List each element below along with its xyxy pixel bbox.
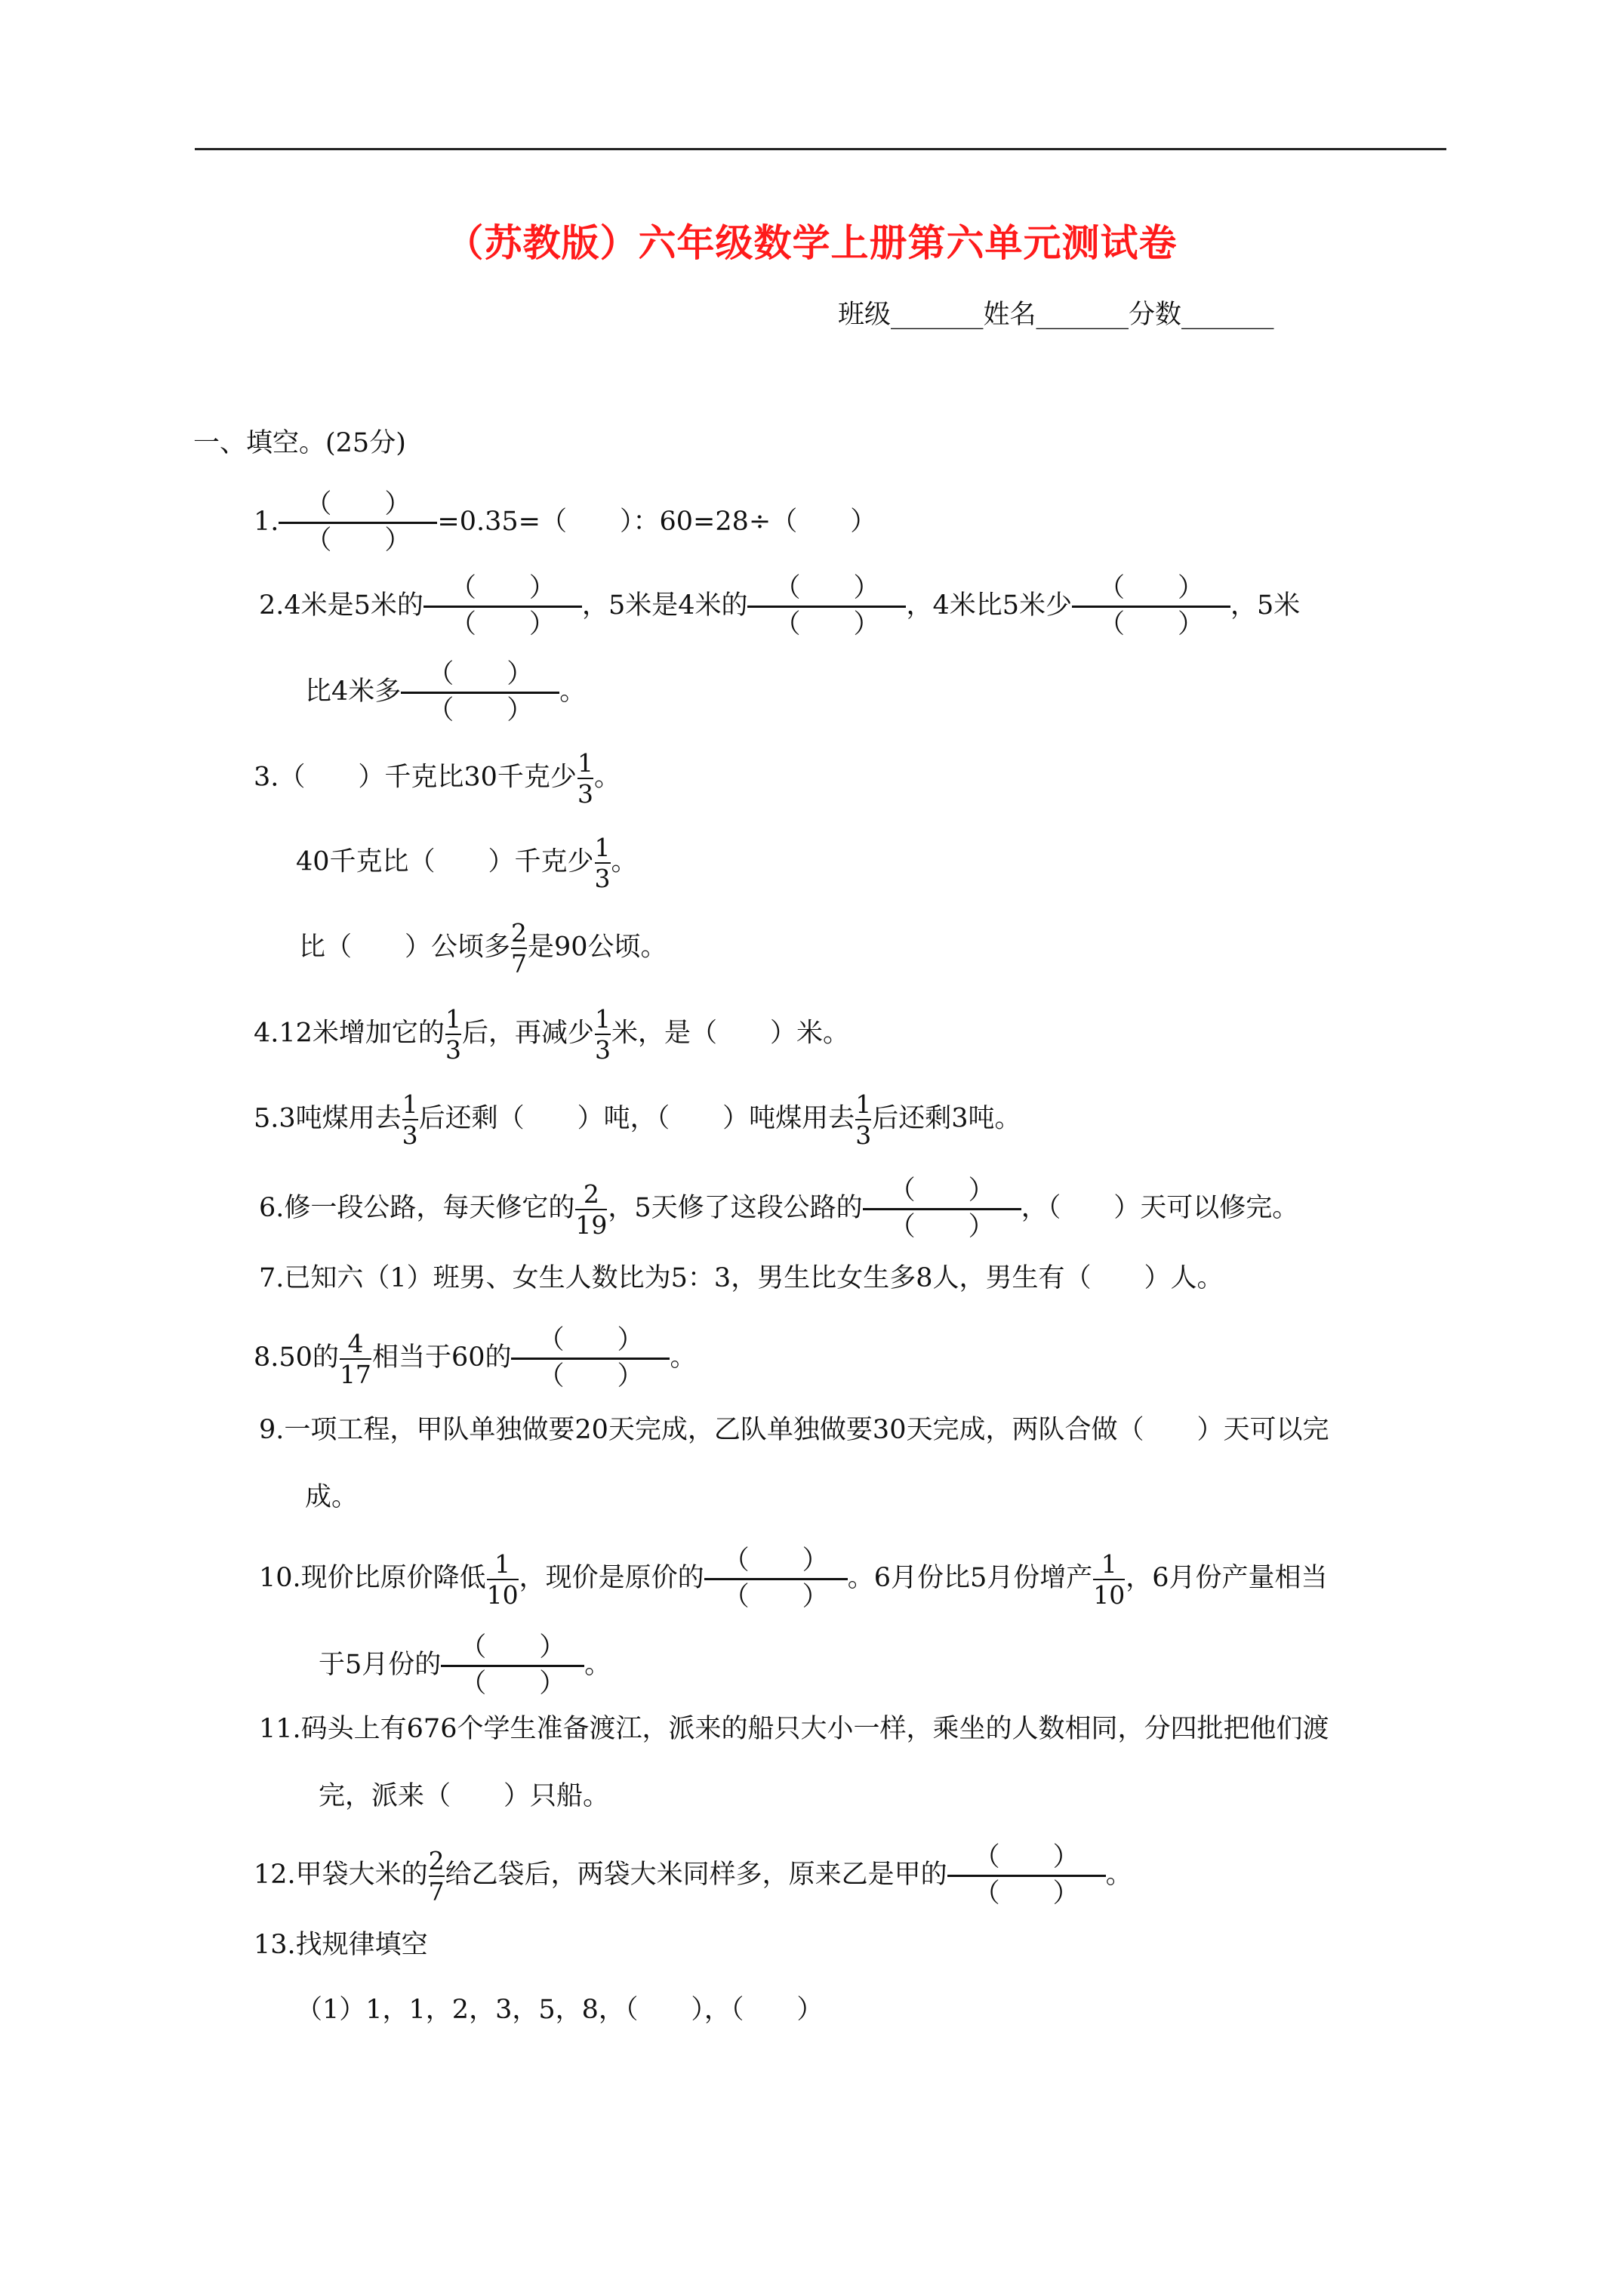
question-11: 11.码头上有676个学生准备渡江，派来的船只大小一样，乘坐的人数相同，分四批把他们渡 [259, 1714, 1329, 1744]
question-3-line-3: 比（ ）公顷多 $\frac{2}{7}$ 是90公顷。 [299, 918, 667, 978]
question-2: 2.4米是5米的 $\frac{( )}{( )}$ ，5米是4米的 $\frac{( )}{( )}$ ，4米比5米少 $\frac{( )}{( )}$ ，5米 [259, 573, 1301, 639]
question-10: 10.现价比原价降低 $\frac{1}{10}$ ，现价是原价的 $\frac{( )}{( )}$ 。6月份比5月份增产 $\frac{1}{10}$ ，6月份产量相当 [259, 1546, 1328, 1612]
fraction: $\frac{2}{7}$ [511, 918, 528, 978]
question-9-cont: 成。 [305, 1482, 359, 1512]
fraction: $\frac{1}{3}$ [445, 1004, 461, 1065]
blank-fraction: $\frac{( )}{( )}$ [401, 661, 559, 724]
blank-fraction: $\frac{( )}{( )}$ [704, 1548, 848, 1610]
question-3-line-2: 40千克比（ ）千克少 $\frac{1}{3}$ 。 [296, 833, 638, 893]
fraction: $\frac{1}{3}$ [594, 1004, 611, 1065]
question-6: 6.修一段公路，每天修它的 $\frac{2}{19}$ ，5天修了这段公路的 $\frac{( )}{( )}$ ，（ ）天可以修完。 [259, 1176, 1299, 1242]
blank-fraction: $\frac{( )}{( )}$ [747, 575, 906, 638]
fraction: $\frac{2}{7}$ [428, 1845, 445, 1906]
fraction: $\frac{1}{3}$ [402, 1089, 418, 1150]
section-heading: 一、填空。(25分) [193, 428, 406, 458]
question-1: 1. $\frac{( )}{( )}$ =0.35=（ ）：60=28÷（ ） [254, 489, 877, 556]
blank-fraction: $\frac{( )}{( )}$ [947, 1845, 1106, 1907]
question-10-cont: 于5月份的 $\frac{( )}{( )}$ 。 [319, 1632, 611, 1699]
question-8: 8.50的 $\frac{4}{17}$ 相当于60的 $\frac{( )}{( )}$ 。 [254, 1325, 697, 1391]
header-rule [195, 148, 1446, 150]
blank-fraction: $\frac{( )}{( )}$ [279, 492, 437, 554]
page-title: （苏教版）六年级数学上册第六单元测试卷 [445, 220, 1178, 265]
question-4: 4.12米增加它的 $\frac{1}{3}$ 后，再减少 $\frac{1}{3}$ 米，是（ ）米。 [254, 1004, 849, 1065]
question-9: 9.一项工程，甲队单独做要20天完成，乙队单独做要30天完成，两队合做（ ）天可以完 [259, 1415, 1329, 1445]
question-7: 7.已知六（1）班男、女生人数比为5：3，男生比女生多8人，男生有（ ）人。 [259, 1263, 1224, 1293]
question-2-cont: 比4米多 $\frac{( )}{( )}$ 。 [305, 659, 587, 726]
fraction: $\frac{1}{3}$ [594, 833, 611, 893]
fraction: $\frac{1}{10}$ [486, 1549, 519, 1610]
blank-fraction: $\frac{( )}{( )}$ [863, 1178, 1021, 1240]
fraction: $\frac{2}{19}$ [575, 1179, 608, 1240]
question-13: 13.找规律填空 [254, 1930, 428, 1960]
question-3-line-1: 3.（ ）千克比30千克少 $\frac{1}{3}$ 。 [254, 748, 621, 809]
question-12: 12.甲袋大米的 $\frac{2}{7}$ 给乙袋后，两袋大米同样多，原来乙是甲的 $\frac{( )}{( )}$ 。 [254, 1842, 1132, 1909]
blank-fraction: $\frac{( )}{( )}$ [1072, 575, 1230, 638]
fraction: $\frac{4}{17}$ [339, 1328, 371, 1389]
blank-fraction: $\frac{( )}{( )}$ [511, 1327, 670, 1390]
fraction: $\frac{1}{10}$ [1093, 1549, 1126, 1610]
blank-fraction: $\frac{( )}{( )}$ [423, 575, 582, 638]
question-11-cont: 完，派来（ ）只船。 [319, 1781, 610, 1811]
question-13-part-1: （1）1，1，2，3，5，8，（ ），（ ） [296, 1995, 824, 2025]
fraction: $\frac{1}{3}$ [855, 1089, 872, 1150]
fraction: $\frac{1}{3}$ [577, 748, 593, 809]
blank-fraction: $\frac{( )}{( )}$ [441, 1635, 584, 1697]
student-info-line: 班级_______姓名_______分数_______ [838, 300, 1274, 330]
question-5: 5.3吨煤用去 $\frac{1}{3}$ 后还剩（ ）吨，（ ）吨煤用去 $\frac{1}{3}$ 后还剩3吨。 [254, 1089, 1021, 1150]
